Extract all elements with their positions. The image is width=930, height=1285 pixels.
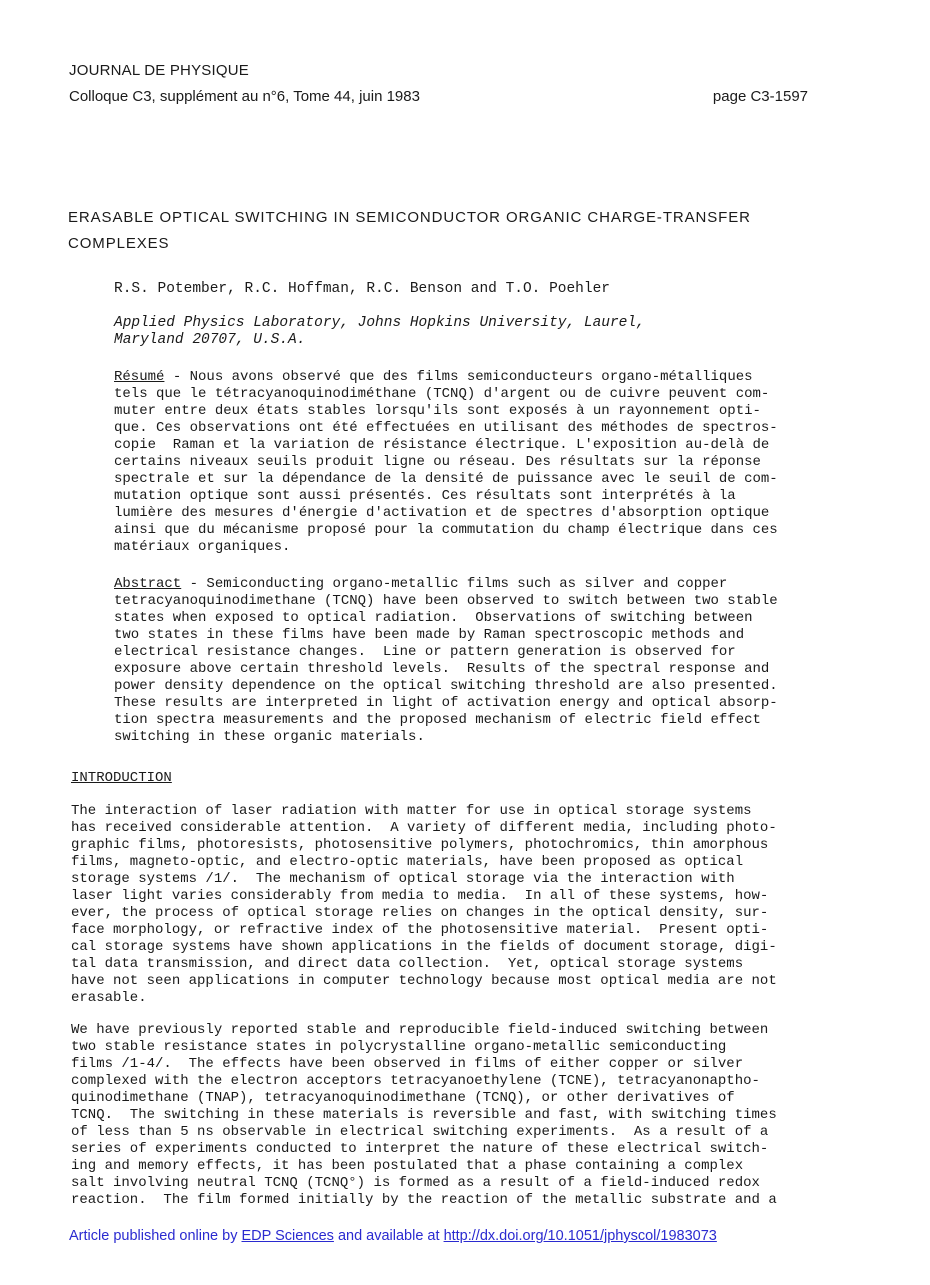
paragraph-line: series of experiments conducted to interpret the nature of these electrical switch- bbox=[71, 1141, 769, 1157]
page-number: page C3-1597 bbox=[712, 88, 808, 105]
paragraph-line: erasable. bbox=[71, 990, 147, 1006]
paragraph-line: cal storage systems have shown applications in the fields of document storage, digi- bbox=[71, 939, 777, 955]
title-line: COMPLEXES bbox=[68, 235, 170, 252]
paragraph-line: of less than 5 ns observable in electrical switching experiments. As a result of a bbox=[71, 1124, 769, 1140]
resume-line: muter entre deux états stables lorsqu'ils sont exposés à un rayonnement opti- bbox=[114, 403, 761, 419]
paragraph-line: ing and memory effects, it has been postulated that a phase containing a complex bbox=[71, 1158, 744, 1174]
affiliation-line: Maryland 20707, U.S.A. bbox=[114, 332, 306, 348]
resume-block bbox=[114, 369, 829, 556]
section-heading-introduction: INTRODUCTION bbox=[71, 770, 172, 786]
paragraph-line: two stable resistance states in polycrystalline organo-metallic semiconducting bbox=[71, 1039, 727, 1055]
resume-line: mutation optique sont aussi présentés. Ces résultats sont interprétés à la bbox=[114, 488, 736, 504]
resume-line: que. Ces observations ont été effectuées en utilisant des méthodes de spectros- bbox=[114, 420, 778, 436]
resume-line: certains niveaux seuils produit ligne ou réseau. Des résultats sur la réponse bbox=[114, 454, 761, 470]
paragraph-line: complexed with the electron acceptors tetracyanoethylene (TCNE), tetracyanonaptho- bbox=[71, 1073, 760, 1089]
abstract-first-line bbox=[114, 576, 829, 593]
paragraph-line: TCNQ. The switching in these materials is reversible and fast, with switching times bbox=[71, 1107, 777, 1123]
abstract-line: exposure above certain threshold levels. Results of the spectral response and bbox=[114, 661, 770, 677]
abstract-line: two states in these films have been made by Raman spectroscopic methods and bbox=[114, 627, 745, 643]
publication-footer bbox=[69, 1228, 717, 1244]
affiliation bbox=[114, 315, 714, 349]
abstract-line: tion spectra measurements and the proposed mechanism of electric field effect bbox=[114, 712, 761, 728]
paragraph-line: face morphology, or refractive index of the photosensitive material. Present opti- bbox=[71, 922, 769, 938]
abstract-line: - Semiconducting organo-metallic films such as silver and copper bbox=[181, 576, 728, 592]
resume-line: lumière des mesures d'énergie d'activation et de spectres d'absorption optique bbox=[114, 505, 770, 521]
doi-link[interactable]: http://dx.doi.org/10.1051/jphyscol/1983073 bbox=[443, 1228, 717, 1244]
resume-line: - Nous avons observé que des films semiconducteurs organo-métalliques bbox=[164, 369, 753, 385]
abstract-label: Abstract bbox=[114, 576, 182, 592]
resume-line: spectrale et sur la dépendance de la densité de puissance avec le seuil de com- bbox=[114, 471, 778, 487]
paragraph-line: laser light varies considerably from media to media. In all of these systems, how- bbox=[71, 888, 769, 904]
paragraph-line: The interaction of laser radiation with matter for use in optical storage systems bbox=[71, 803, 752, 819]
footer-prefix: Article published online by bbox=[69, 1228, 242, 1244]
paragraph-line: films, magneto-optic, and electro-optic materials, have been proposed as optical bbox=[71, 854, 744, 870]
publisher-link[interactable]: EDP Sciences bbox=[241, 1228, 334, 1244]
abstract-line: switching in these organic materials. bbox=[114, 729, 425, 745]
title-line: ERASABLE OPTICAL SWITCHING IN SEMICONDUCTOR ORGANIC CHARGE-TRANSFER bbox=[68, 209, 751, 226]
resume-first-line bbox=[114, 369, 829, 386]
resume-line: matériaux organiques. bbox=[114, 539, 291, 555]
paragraph-line: storage systems /1/. The mechanism of optical storage via the interaction with bbox=[71, 871, 735, 887]
resume-line: tels que le tétracyanoquinodiméthane (TCNQ) d'argent ou de cuivre peuvent com- bbox=[114, 386, 770, 402]
abstract-line: These results are interpreted in light of activation energy and optical absorp- bbox=[114, 695, 778, 711]
abstract-line: power density dependence on the optical switching threshold are also presented. bbox=[114, 678, 778, 694]
paragraph-line: We have previously reported stable and reproducible field-induced switching between bbox=[71, 1022, 769, 1038]
paragraph-line: quinodimethane (TNAP), tetracyanoquinodimethane (TCNQ), or other derivatives of bbox=[71, 1090, 735, 1106]
footer-middle: and available at bbox=[333, 1228, 444, 1244]
colloque-info: Colloque C3, supplément au n°6, Tome 44, juin 1983 bbox=[69, 88, 420, 105]
intro-paragraph-2 bbox=[71, 1022, 831, 1209]
authors: R.S. Potember, R.C. Hoffman, R.C. Benson and T.O. Poehler bbox=[114, 281, 610, 297]
paragraph-line: tal data transmission, and direct data collection. Yet, optical storage systems bbox=[71, 956, 744, 972]
abstract-block bbox=[114, 576, 829, 746]
paragraph-line: salt involving neutral TCNQ (TCNQ°) is formed as a result of a field-induced redox bbox=[71, 1175, 760, 1191]
intro-paragraph-1 bbox=[71, 803, 831, 1007]
resume-label: Résumé bbox=[114, 369, 165, 385]
abstract-line: electrical resistance changes. Line or pattern generation is observed for bbox=[114, 644, 736, 660]
resume-line: ainsi que du mécanisme proposé pour la commutation du champ électrique dans ces bbox=[114, 522, 778, 538]
abstract-line: tetracyanoquinodimethane (TCNQ) have been observed to switch between two stable bbox=[114, 593, 778, 609]
paragraph-line: has received considerable attention. A variety of different media, including photo- bbox=[71, 820, 777, 836]
paragraph-line: films /1-4/. The effects have been observed in films of either copper or silver bbox=[71, 1056, 744, 1072]
journal-name: JOURNAL DE PHYSIQUE bbox=[69, 62, 249, 79]
affiliation-line: Applied Physics Laboratory, Johns Hopkins University, Laurel, bbox=[114, 315, 645, 331]
paragraph-line: have not seen applications in computer technology because most optical media are not bbox=[71, 973, 777, 989]
paragraph-line: graphic films, photoresists, photosensitive polymers, photochromics, thin amorphous bbox=[71, 837, 769, 853]
paragraph-line: ever, the process of optical storage relies on changes in the optical density, sur- bbox=[71, 905, 769, 921]
paragraph-line: reaction. The film formed initially by the reaction of the metallic substrate and a bbox=[71, 1192, 777, 1208]
resume-line: copie Raman et la variation de résistance électrique. L'exposition au-delà de bbox=[114, 437, 770, 453]
abstract-line: states when exposed to optical radiation. Observations of switching between bbox=[114, 610, 753, 626]
article-title bbox=[68, 205, 848, 257]
